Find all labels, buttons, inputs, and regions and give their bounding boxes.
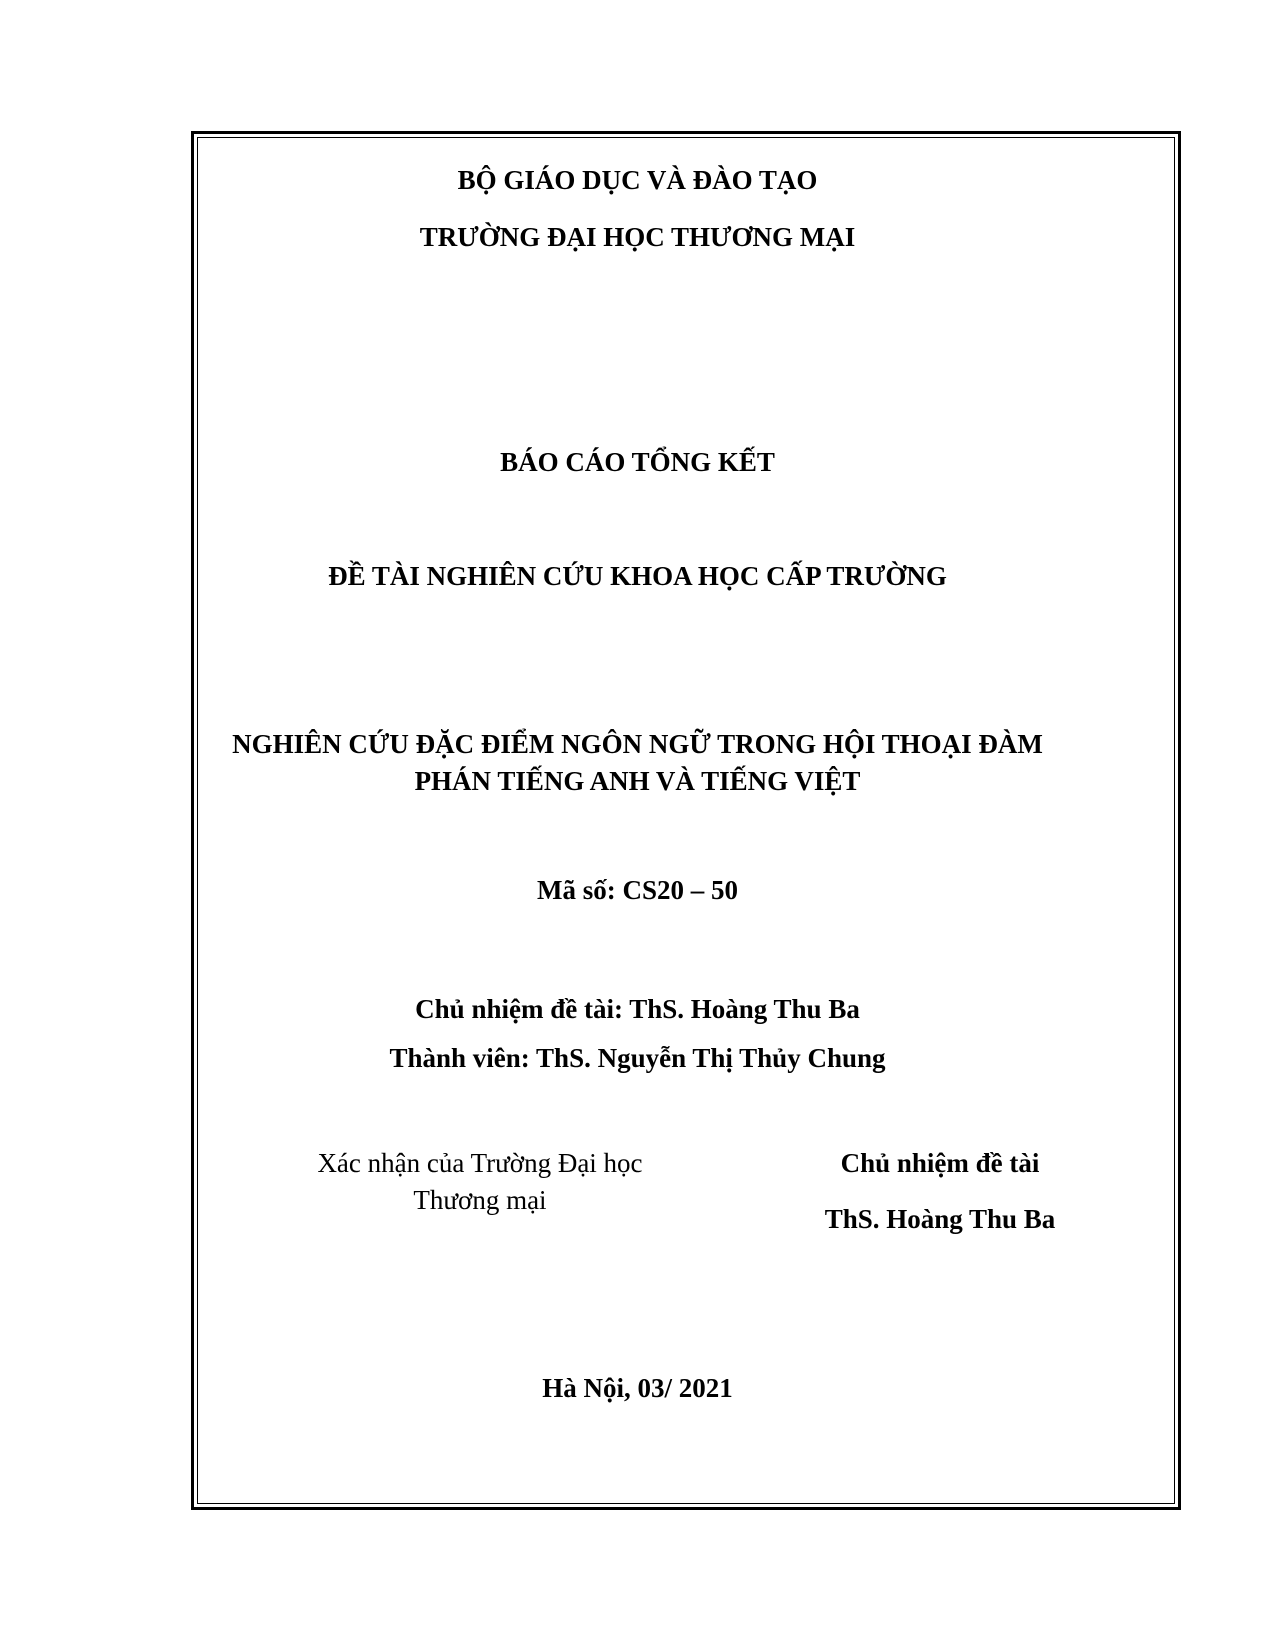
ministry-name: BỘ GIÁO DỤC VÀ ĐÀO TẠO xyxy=(457,165,818,195)
report-level: ĐỀ TÀI NGHIÊN CỨU KHOA HỌC CẤP TRƯỜNG xyxy=(328,561,947,591)
confirmation-label-line-1: Xác nhận của Trường Đại học xyxy=(317,1148,643,1178)
place-and-date: Hà Nội, 03/ 2021 xyxy=(542,1373,733,1403)
report-title-line-2: PHÁN TIẾNG ANH VÀ TIẾNG VIỆT xyxy=(414,766,861,796)
report-type: BÁO CÁO TỔNG KẾT xyxy=(500,447,775,477)
confirmation-label-line-2: Thương mại xyxy=(413,1185,547,1215)
project-leader: Chủ nhiệm đề tài: ThS. Hoàng Thu Ba xyxy=(415,994,860,1024)
inner-border xyxy=(197,137,1175,1504)
project-code: Mã số: CS20 – 50 xyxy=(537,875,738,905)
university-name: TRƯỜNG ĐẠI HỌC THƯƠNG MẠI xyxy=(419,222,856,252)
signature-name: ThS. Hoàng Thu Ba xyxy=(824,1204,1056,1234)
report-title-line-1: NGHIÊN CỨU ĐẶC ĐIỂM NGÔN NGỮ TRONG HỘI THOẠI ĐÀM xyxy=(232,729,1043,759)
signature-title: Chủ nhiệm đề tài xyxy=(840,1148,1040,1178)
team-member: Thành viên: ThS. Nguyễn Thị Thủy Chung xyxy=(389,1043,886,1073)
